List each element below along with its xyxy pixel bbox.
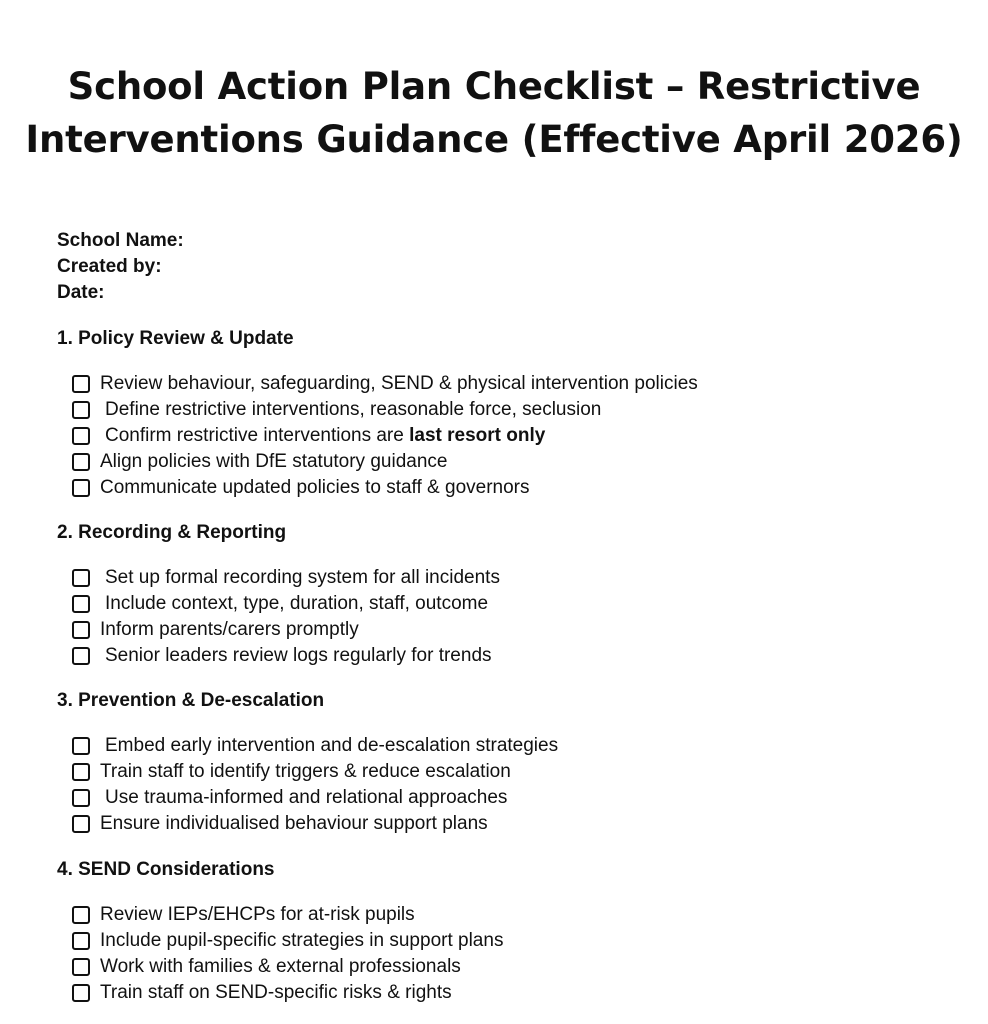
checklist-item-label: Train staff to identify triggers & reduce escalation: [100, 761, 511, 782]
checklist-item-label: Include pupil-specific strategies in support plans: [100, 930, 504, 951]
checkbox-icon[interactable]: [72, 401, 90, 419]
checklist-item-label: Embed early intervention and de-escalation strategies: [105, 735, 559, 756]
date-label: Date:: [57, 282, 105, 303]
section-list-prevention: [72, 733, 558, 837]
checklist-item[interactable]: [72, 423, 698, 449]
section-title-prevention: 3. Prevention & De-escalation: [57, 690, 325, 711]
checkbox-icon[interactable]: [72, 815, 90, 833]
section-list-policy-review: [72, 371, 698, 501]
checklist-item[interactable]: [72, 449, 698, 475]
school-name-label: School Name:: [57, 230, 184, 251]
checkbox-icon[interactable]: [72, 621, 90, 639]
page-title: [0, 60, 988, 166]
checkbox-icon[interactable]: [72, 906, 90, 924]
checklist-item[interactable]: [72, 954, 503, 980]
checkbox-icon[interactable]: [72, 375, 90, 393]
section-list-recording-reporting: [72, 565, 500, 669]
meta-fields: [57, 228, 184, 306]
checklist-item-label: Communicate updated policies to staff & governors: [100, 477, 530, 498]
checklist-item-text: Confirm restrictive interventions are: [105, 425, 410, 446]
checklist-item[interactable]: [72, 759, 558, 785]
checklist-item-label: Work with families & external professionals: [100, 956, 461, 977]
checkbox-icon[interactable]: [72, 569, 90, 587]
section-title-recording-reporting: 2. Recording & Reporting: [57, 522, 287, 543]
checkbox-icon[interactable]: [72, 763, 90, 781]
checkbox-icon[interactable]: [72, 789, 90, 807]
checklist-item[interactable]: [72, 475, 698, 501]
checklist-item-label: Train staff on SEND-specific risks & rights: [100, 982, 452, 1003]
checklist-item[interactable]: [72, 617, 500, 643]
section-title-send: 4. SEND Considerations: [57, 859, 275, 880]
checklist-item-label: Ensure individualised behaviour support plans: [100, 813, 488, 834]
checklist-item-label: Review IEPs/EHCPs for at-risk pupils: [100, 904, 415, 925]
checklist-item[interactable]: [72, 980, 503, 1006]
checkbox-icon[interactable]: [72, 737, 90, 755]
checklist-item[interactable]: [72, 785, 558, 811]
created-by-label: Created by:: [57, 256, 162, 277]
checklist-item-label: Inform parents/carers promptly: [100, 619, 359, 640]
section-list-send: [72, 902, 503, 1006]
checklist-item-emphasis: last resort only: [409, 425, 546, 446]
checkbox-icon[interactable]: [72, 647, 90, 665]
checklist-item[interactable]: [72, 397, 698, 423]
checklist-item[interactable]: [72, 902, 503, 928]
checklist-item[interactable]: [72, 811, 558, 837]
checklist-item-label: Define restrictive interventions, reasonable force, seclusion: [105, 399, 602, 420]
checklist-item-label: Use trauma-informed and relational approaches: [105, 787, 508, 808]
checkbox-icon[interactable]: [72, 984, 90, 1002]
checklist-item-label: Set up formal recording system for all incidents: [105, 567, 500, 588]
checklist-item-label: Review behaviour, safeguarding, SEND & physical intervention policies: [100, 373, 698, 394]
checklist-item[interactable]: [72, 371, 698, 397]
checkbox-icon[interactable]: [72, 427, 90, 445]
checkbox-icon[interactable]: [72, 958, 90, 976]
section-title-policy-review: 1. Policy Review & Update: [57, 328, 294, 349]
checkbox-icon[interactable]: [72, 479, 90, 497]
checklist-item-label: [100, 423, 545, 449]
checklist-item[interactable]: [72, 643, 500, 669]
checkbox-icon[interactable]: [72, 453, 90, 471]
checklist-item[interactable]: [72, 928, 503, 954]
checklist-item[interactable]: [72, 591, 500, 617]
checkbox-icon[interactable]: [72, 932, 90, 950]
checklist-item[interactable]: [72, 733, 558, 759]
page-title-line-1: School Action Plan Checklist – Restrictive: [67, 65, 921, 108]
page-title-line-2: Interventions Guidance (Effective April 2026): [25, 118, 963, 161]
checkbox-icon[interactable]: [72, 595, 90, 613]
checklist-item-label: Include context, type, duration, staff, outcome: [105, 593, 489, 614]
checklist-item[interactable]: [72, 565, 500, 591]
checklist-item-label: Align policies with DfE statutory guidance: [100, 451, 448, 472]
checklist-item-label: Senior leaders review logs regularly for trends: [105, 645, 492, 666]
